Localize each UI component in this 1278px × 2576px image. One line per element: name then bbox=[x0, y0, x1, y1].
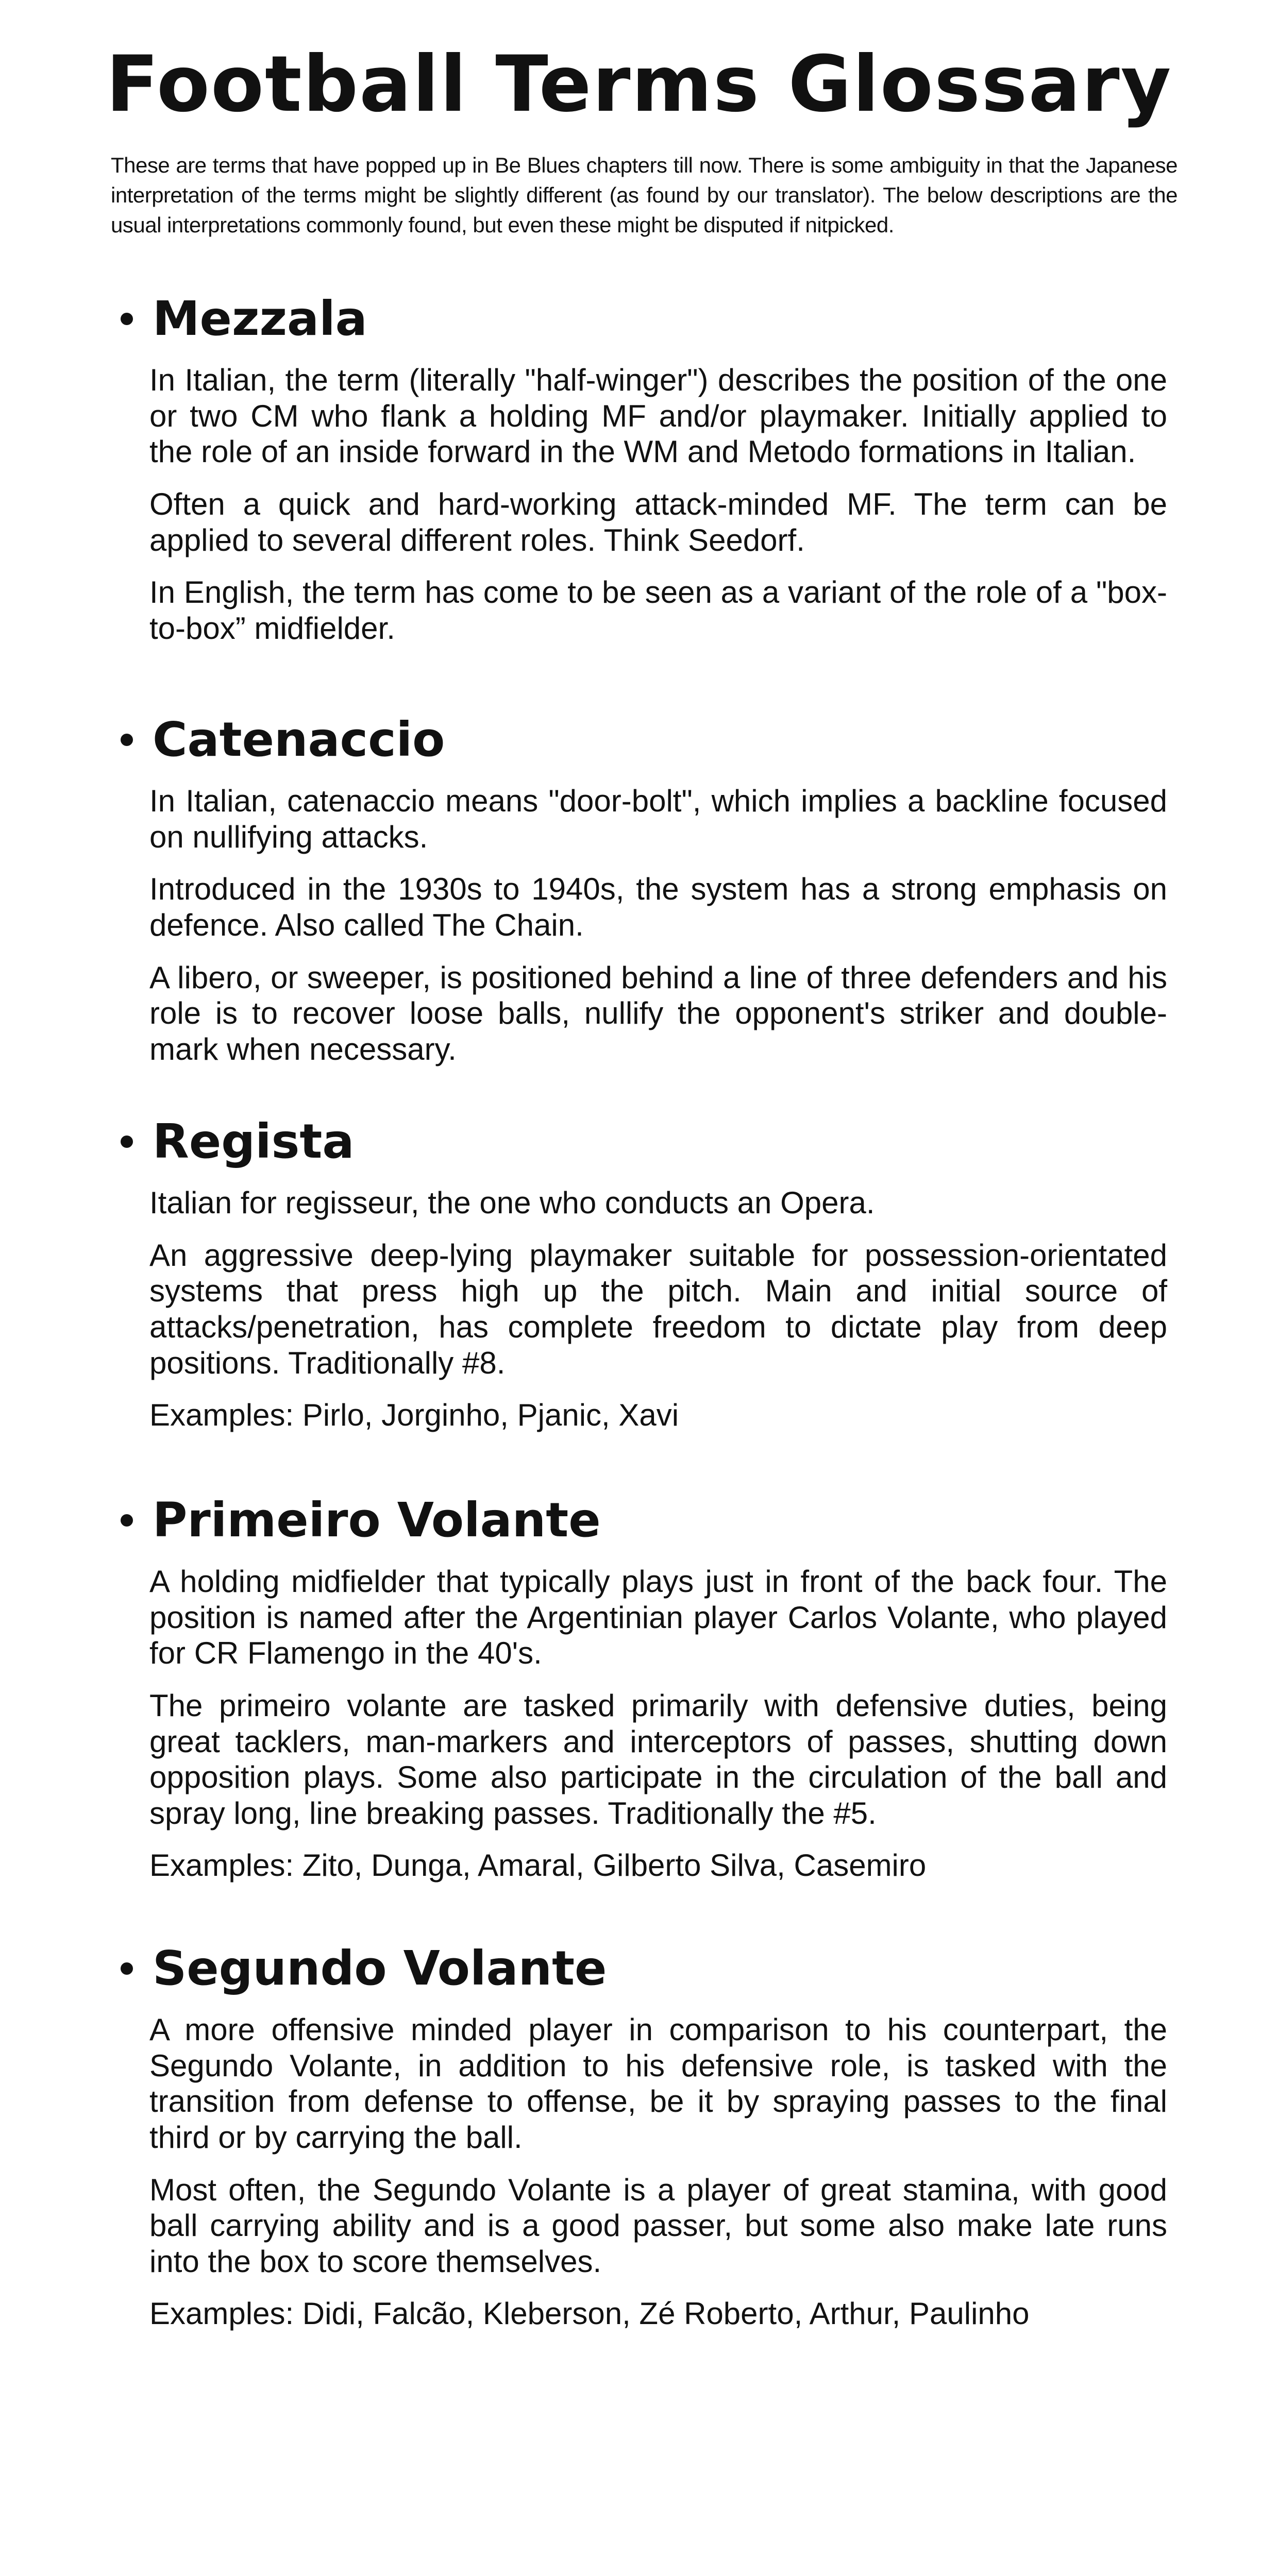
term-paragraph: An aggressive deep-lying playmaker suitable for possession-orientated systems that press high up the pitch. Main and initial source of attacks/penetration, has complete freedom to dictate play from deep positions. Traditionally #8. bbox=[149, 1238, 1167, 1380]
term-name: Regista bbox=[153, 1114, 355, 1169]
term-name: Mezzala bbox=[153, 291, 367, 346]
term-heading bbox=[113, 1494, 1180, 1546]
term-paragraph: In Italian, the term (literally "half-winger") describes the position of the one or two CM who flank a holding MF and/or playmaker. Initially applied to the role of an inside forward in the WM and Metodo formations in Italian. bbox=[149, 363, 1167, 469]
term-heading bbox=[113, 1942, 1180, 1994]
term-paragraph: Examples: Pirlo, Jorginho, Pjanic, Xavi bbox=[149, 1398, 679, 1433]
bullet-icon bbox=[121, 1136, 133, 1148]
term-name: Primeiro Volante bbox=[153, 1493, 601, 1548]
term-section-regista bbox=[113, 1115, 1180, 1433]
term-paragraph: A more offensive minded player in comparison to his counterpart, the Segundo Volante, in addition to his defensive role, is tasked with the transition from defense to offense, be it by spraying passes to the final third or by carrying the ball. bbox=[149, 2012, 1167, 2155]
term-paragraph: Often a quick and hard-working attack-minded MF. The term can be applied to several different roles. Think Seedorf. bbox=[149, 486, 1167, 557]
bullet-icon bbox=[121, 1962, 133, 1975]
term-paragraph: In English, the term has come to be seen as a variant of the role of a "box-to-box” midfielder. bbox=[149, 575, 1167, 646]
term-heading bbox=[113, 1115, 1180, 1167]
term-paragraph: Italian for regisseur, the one who conducts an Opera. bbox=[149, 1185, 875, 1221]
bullet-icon bbox=[121, 734, 133, 746]
term-paragraph: Most often, the Segundo Volante is a player of great stamina, with good ball carrying ability and is a good passer, but some also make late runs into the box to score themselves. bbox=[149, 2172, 1167, 2279]
term-section-primeiro-volante bbox=[113, 1494, 1180, 1884]
bullet-icon bbox=[121, 1514, 133, 1527]
term-heading bbox=[113, 714, 1180, 766]
term-name: Catenaccio bbox=[153, 712, 445, 767]
intro-text: These are terms that have popped up in Be Blues chapters till now. There is some ambiguity in that the Japanese interpretation of the terms might be slightly different (as found by our translator). The below descriptions are the usual interpretations commonly found, but even these might be disputed if nitpicked. bbox=[111, 153, 1178, 237]
term-paragraph: Examples: Didi, Falcão, Kleberson, Zé Roberto, Arthur, Paulinho bbox=[149, 2296, 1030, 2331]
term-paragraph: Examples: Zito, Dunga, Amaral, Gilberto Silva, Casemiro bbox=[149, 1848, 927, 1883]
page-title: Football Terms Glossary bbox=[106, 40, 1172, 129]
term-heading bbox=[113, 293, 1180, 345]
term-paragraph: A holding midfielder that typically plays just in front of the back four. The position is named after the Argentinian player Carlos Volante, who played for CR Flamengo in the 40's. bbox=[149, 1564, 1167, 1671]
term-section-mezzala bbox=[113, 293, 1180, 646]
term-paragraph: In Italian, catenaccio means "door-bolt", which implies a backline focused on nullifying attacks. bbox=[149, 784, 1167, 854]
term-section-segundo-volante bbox=[113, 1942, 1180, 2332]
term-section-catenaccio bbox=[113, 714, 1180, 1067]
term-name: Segundo Volante bbox=[153, 1941, 607, 1996]
term-paragraph: A libero, or sweeper, is positioned behind a line of three defenders and his role is to recover loose balls, nullify the opponent's striker and double-mark when necessary. bbox=[149, 960, 1167, 1066]
term-paragraph: The primeiro volante are tasked primarily with defensive duties, being great tacklers, man-markers and interceptors of passes, shutting down opposition plays. Some also participate in the circulation of the ball and spray long, line breaking passes. Traditionally the #5. bbox=[149, 1688, 1167, 1831]
term-paragraph: Introduced in the 1930s to 1940s, the system has a strong emphasis on defence. Also called The Chain. bbox=[149, 872, 1167, 942]
bullet-icon bbox=[121, 313, 133, 325]
